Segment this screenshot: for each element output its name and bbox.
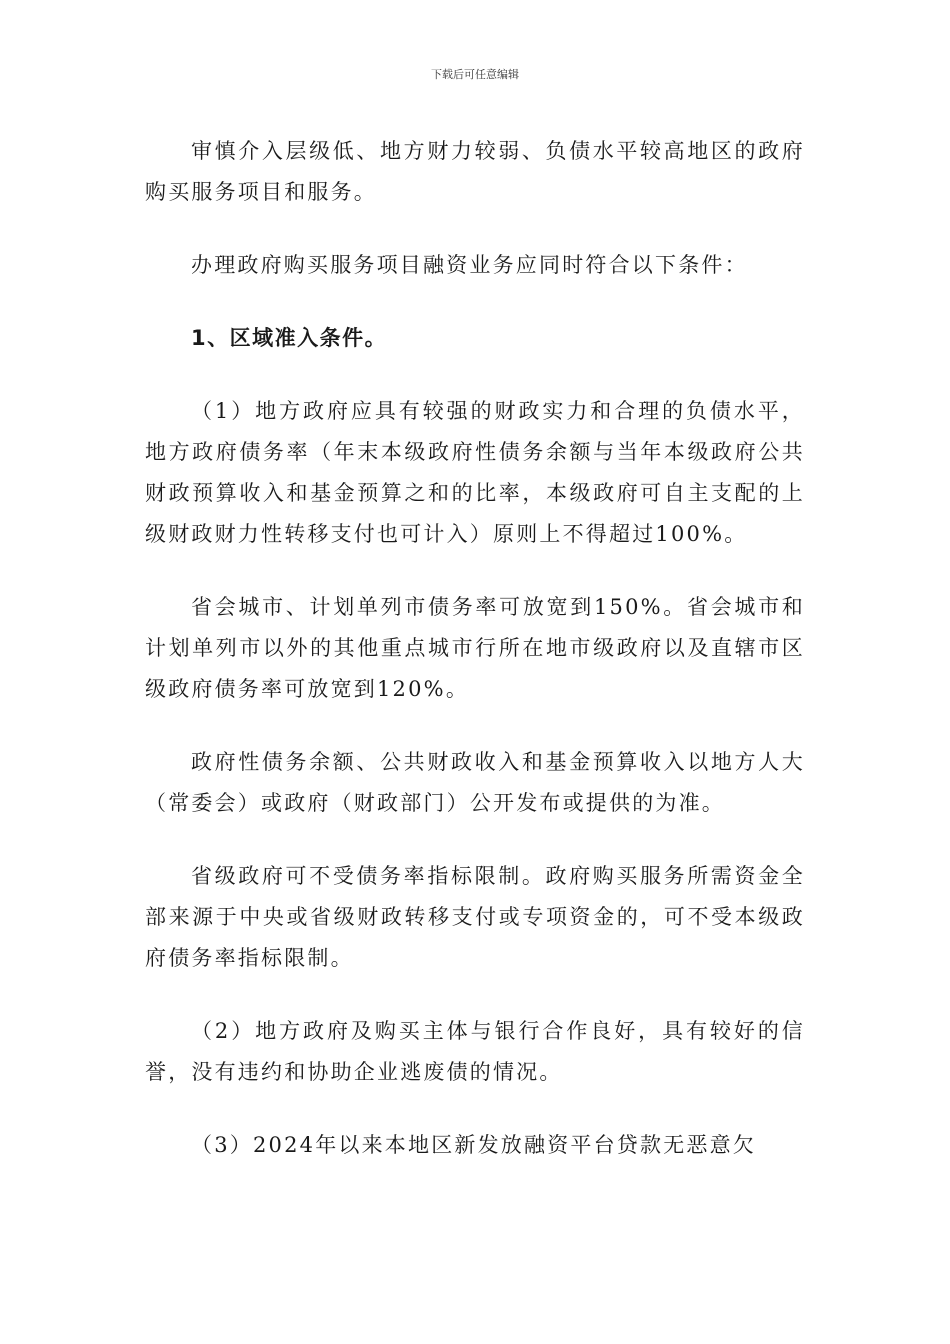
paragraph-debt-ratio: 省会城市、计划单列市债务率可放宽到150%。省会城市和计划单列市以外的其他重点城市行所在地市级政府以及直辖市区级政府债务率可放宽到120%。 <box>145 595 805 701</box>
paragraph-provincial-exemption: 省级政府可不受债务率指标限制。政府购买服务所需资金全部来源于中央或省级财政转移支付或专项资金的，可不受本级政府债务率指标限制。 <box>145 864 805 970</box>
paragraph-conditions-lead: 办理政府购买服务项目融资业务应同时符合以下条件： <box>191 253 748 277</box>
paragraph-item-2: （2）地方政府及购买主体与银行合作良好，具有较好的信誉，没有违约和协助企业逃废债的情况。 <box>145 1019 805 1084</box>
paragraph-intro: 审慎介入层级低、地方财力较弱、负债水平较高地区的政府购买服务项目和服务。 <box>145 139 805 204</box>
page-header-note: 下载后可任意编辑 <box>431 68 519 81</box>
paragraph-data-source: 政府性债务余额、公共财政收入和基金预算收入以地方人大（常委会）或政府（财政部门）公开发布或提供的为准。 <box>145 750 805 815</box>
paragraph-item-3: （3）2024年以来本地区新发放融资平台贷款无恶意欠 <box>191 1133 757 1157</box>
section-heading: 1、区域准入条件。 <box>191 326 388 350</box>
paragraph-item-1: （1）地方政府应具有较强的财政实力和合理的负债水平，地方政府债务率（年末本级政府性债务余额与当年本级政府公共财政预算收入和基金预算之和的比率，本级政府可自主支配的上级财政财力性转移支付也可计入）原则上不得超过100%。 <box>145 399 805 546</box>
document-body <box>145 131 805 1166</box>
